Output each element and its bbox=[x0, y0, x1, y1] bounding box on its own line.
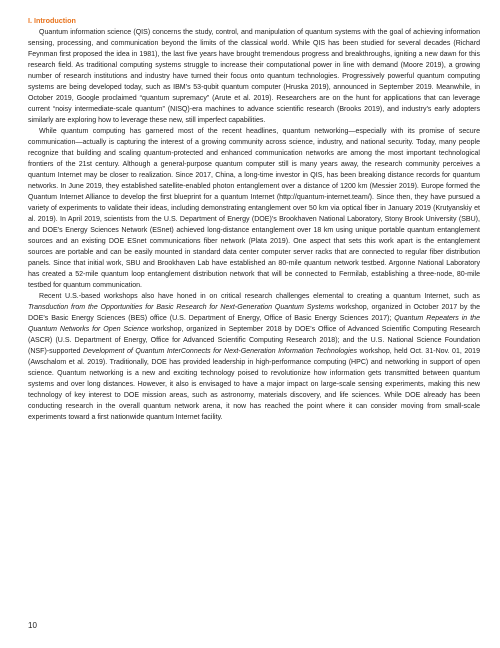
paragraph-workshops bbox=[28, 291, 480, 423]
workshop-title-quantum-interconnects: Development of Quantum InterConnects for Next-Generation Information Technologies bbox=[82, 348, 358, 355]
paragraph-quantum-networking: While quantum computing has garnered most of the recent headlines, quantum networking—especially with its promise of secure communication—actually is capturing the interest of a growing community across science, industry, and national security. Today, many people recognize that building and scaling quantum-protected and enhanced communication networks are among the most important technological frontiers of the 21st century. Although a general-purpose quantum computer still is many years away, the research community perceives a quantum Internet may be closer to realization. Since 2017, China, a long-time investor in QIS, has been breaking distance records for quantum networks. In June 2019, they established satellite-enabled photon entanglement over a distance of 1200 km (Messier 2019). Europe formed the Quantum Internet Alliance to develop the first blueprint for a quantum Internet (http://quantum-internet.team/). Since then, they have pursued a variety of experiments to validate their ideas, including demonstrating entanglement over 50 km via optical fiber in January 2019 (Krutyanskiy et al. 2019). In April 2019, scientists from the U.S. Department of Energy (DOE)’s Brookhaven National Laboratory, Stony Brook University (SBU), and DOE’s Energy Sciences Network (ESnet) achieved long-distance entanglement over 18 km using unique portable quantum entanglement sources and an existing DOE ESnet communications fiber network (Plata 2019). One aspect that sets this work apart is the entanglement sources are portable and can be easily mounted in standard data center computer server racks that are connected to regular fiber distribution panels. Since that initial work, SBU and Brookhaven Lab have established an 80-mile quantum network testbed. Argonne National Laboratory has created a 52-mile quantum loop entanglement distribution network that will be connected to Fermilab, establishing a three-node, 80-mile testbed for quantum communication. bbox=[28, 128, 480, 289]
paragraph-qis-overview: Quantum information science (QIS) concerns the study, control, and manipulation of quantum systems with the goal of achieving information sensing, processing, and communication beyond the limits of the classical world. While QIS has been studied for several decades (Richard Feynman first proposed the idea in 1981), the last five years have brought tremendous progress and breakthroughs, igniting a new dawn for this research field. As traditional computing systems struggle to increase their computational power in line with demand (Moore 2019), a growing number of research institutions and industry have turned their focus onto quantum technologies. Progressively powerful quantum computing systems are being developed today, such as IBM’s 53-qubit quantum computer (Hruska 2019), announced in September 2019. Meanwhile, in October 2019, Google proclaimed “quantum supremacy” (Arute et al. 2019). Researchers are on the hunt for applications that can leverage current “noisy intermediate-scale quantum” (NISQ)-era machines to advance scientific research (Brooks 2019), and industry’s early adopters similarly are exploring how to leverage these new, still imperfect capabilities. bbox=[28, 29, 480, 124]
section-heading: I. Introduction bbox=[28, 16, 76, 25]
paragraph-workshops-text-4: workshop, held Oct. 31-Nov. 01, 2019 (Awschalom et al. 2019). Traditionally, DOE has provided leadership in high-performance computing (HPC) and networking in support of open science. Quantum networking is a new and exciting technology poised to revolutionize how information gets transmitted between quantum systems and over long distances. However, it also is envisaged to have a major impact on large-scale sensing experiments, making this new technology of key interest to DOE mission areas, such as astronomy, materials discovery, and life sciences. While DOE already has been conducting research in the overall quantum network arena, it now has reached the point where it can consider moving from small-scale experiments toward a first nationwide quantum Internet facility. bbox=[28, 348, 480, 421]
workshop-title-transduction: Transduction from the Opportunities for Basic Research for Next-Generation Quantum Systems bbox=[28, 304, 334, 311]
page-number: 10 bbox=[28, 621, 37, 630]
paragraph-workshops-text-1: Recent U.S.-based workshops also have honed in on critical research challenges elemental to creating a quantum Internet, such as bbox=[39, 293, 480, 300]
paragraph-workshops-text-3: workshop, organized in September 2018 by DOE’s Office of Advanced Scientific Computing Research (ASCR) (U.S. Department of Energy, Office for Advanced Scientific Computing Research 2018); and the U.S. National Science Foundation (NSF)-supported bbox=[28, 326, 481, 355]
workshop-title-quantum-repeaters: Quantum Repeaters in the Quantum Networks for Open Science bbox=[28, 315, 480, 333]
paragraph-workshops-text-2: workshop, organized in October 2017 by the DOE’s Basic Energy Sciences (BES) office (U.S. Department of Energy, Office of Basic Energy Sciences 2017); bbox=[28, 304, 480, 322]
